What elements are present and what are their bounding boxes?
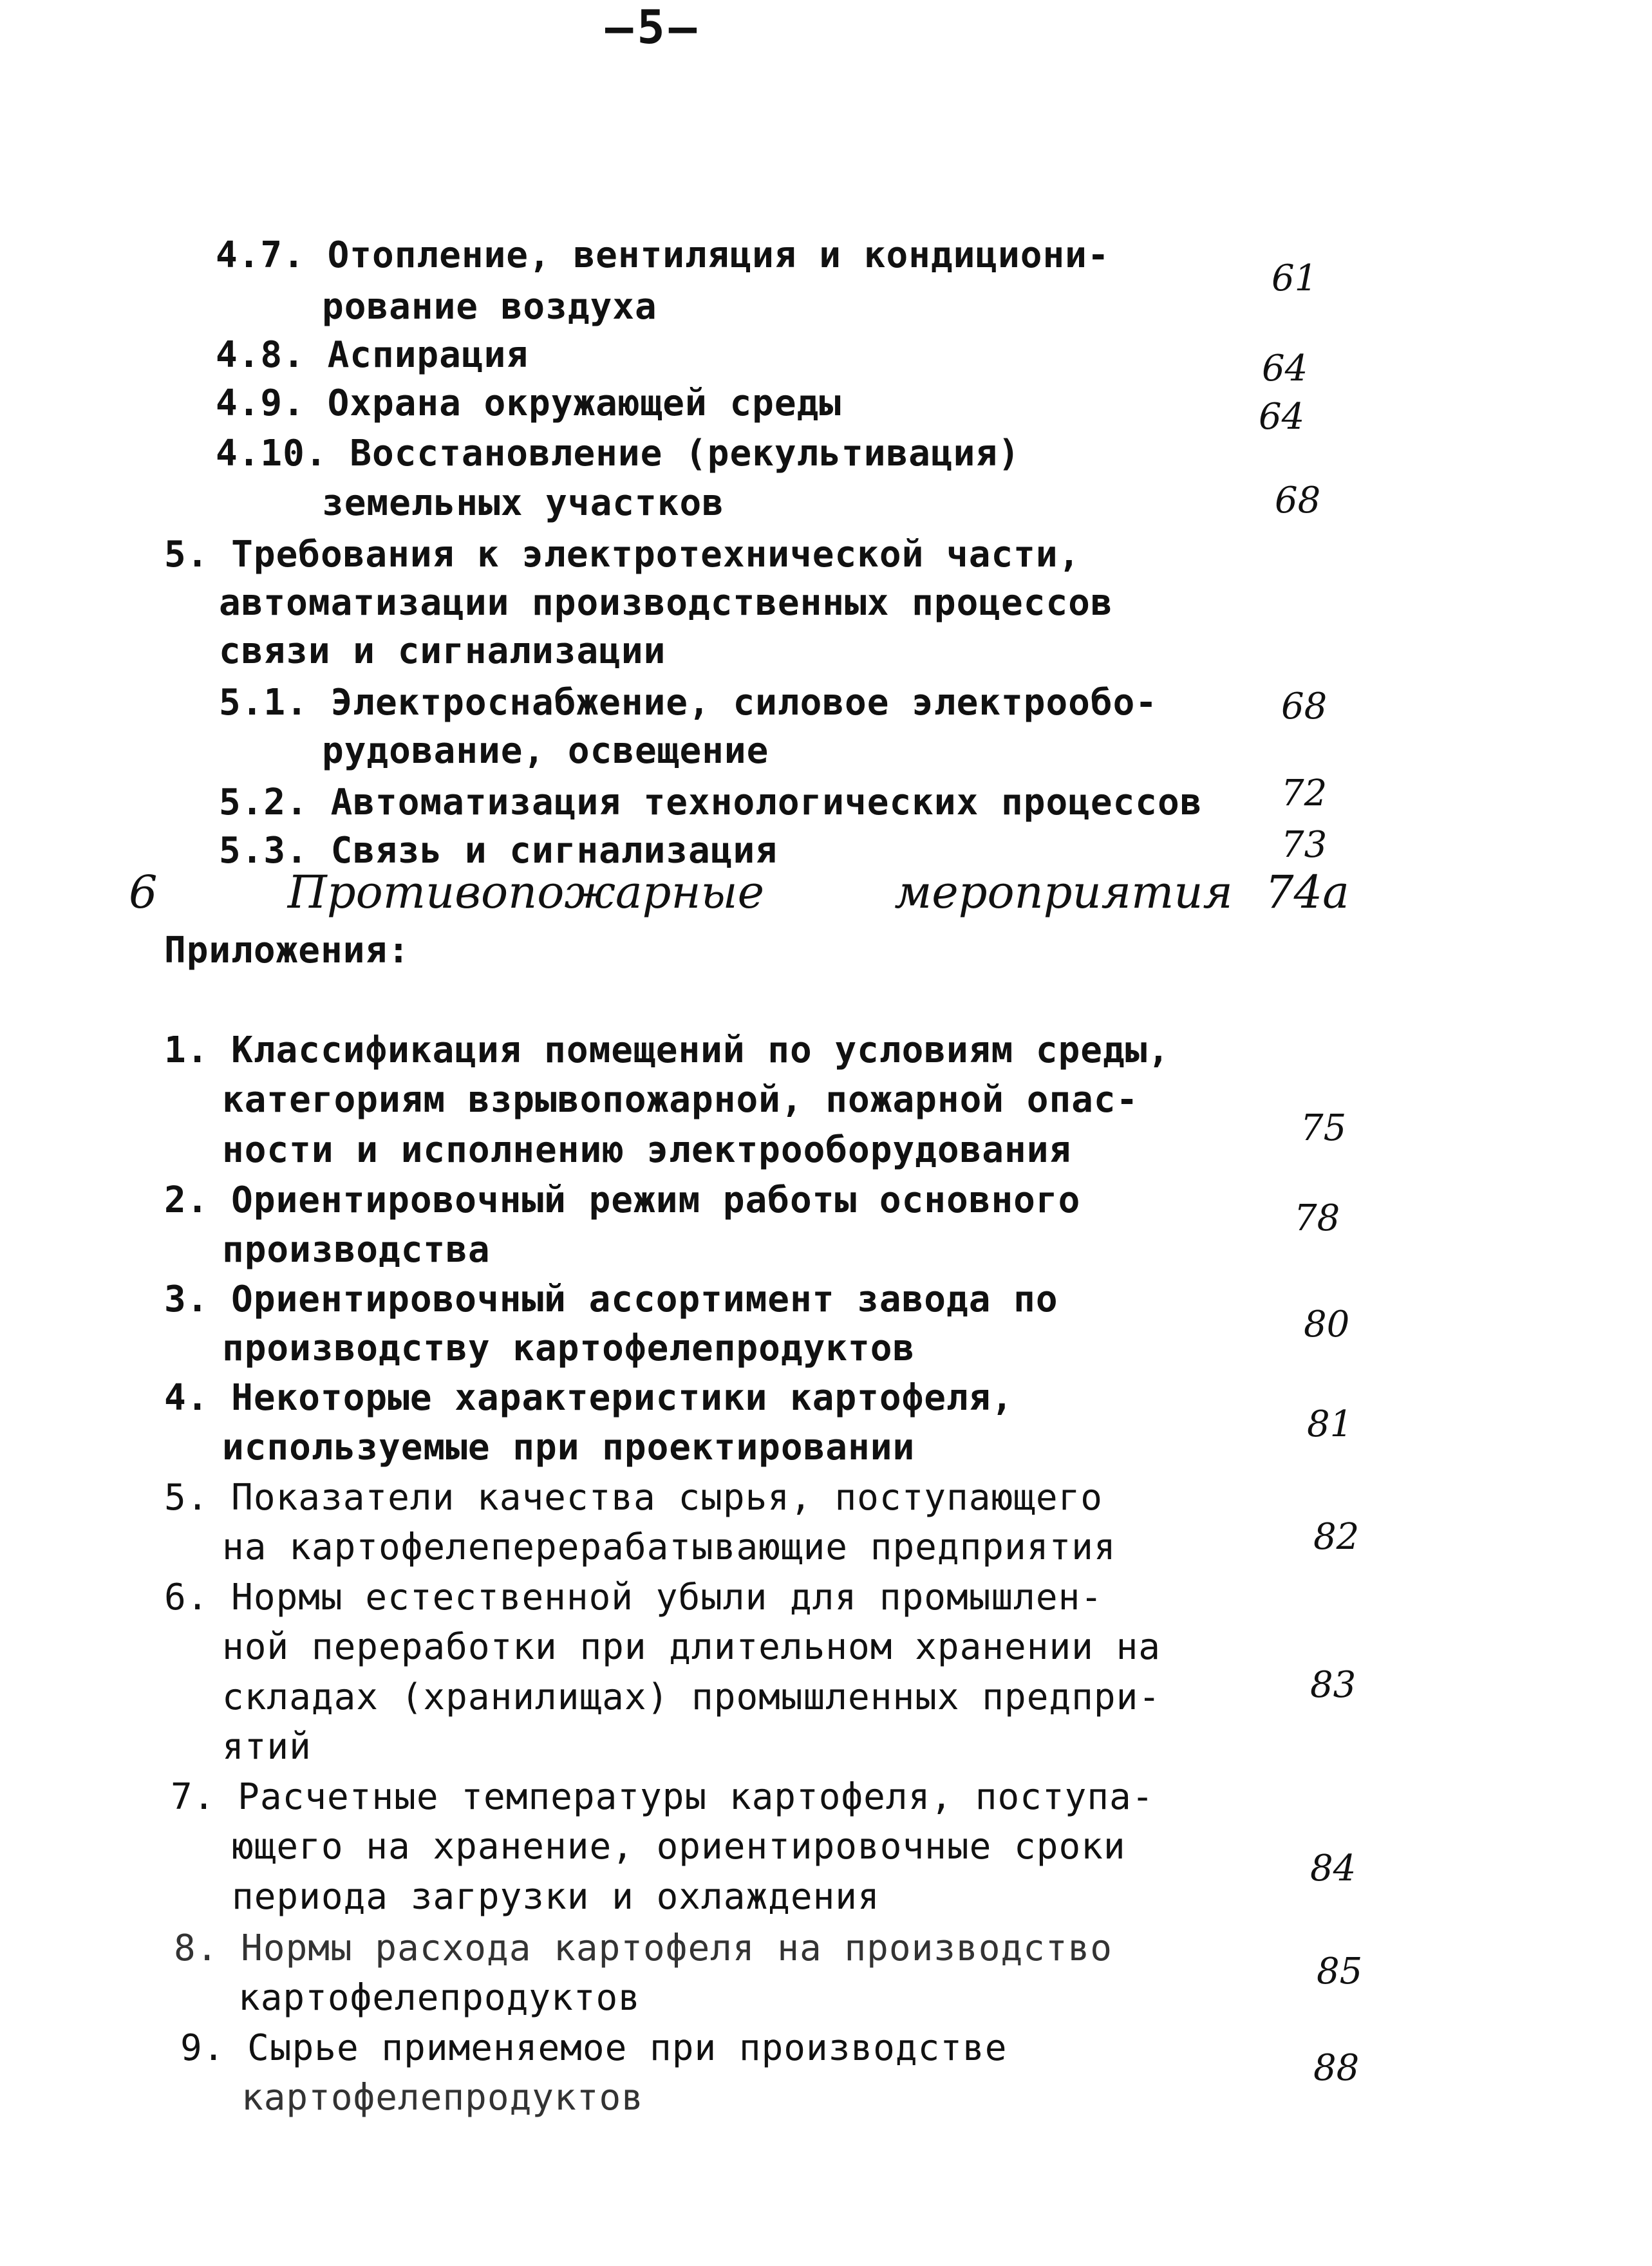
toc-entry-5-1-line-2: рудование, освещение — [322, 730, 769, 772]
appendix-1-line-3: ности и исполнению электрооборудования — [222, 1129, 1072, 1171]
page-number: –5– — [605, 0, 701, 54]
toc-page-4-8: 64 — [1262, 348, 1308, 389]
appendix-3-page: 80 — [1304, 1304, 1350, 1345]
toc-entry-6-handwritten: 6 Противопожарные мероприятия — [129, 866, 1233, 919]
toc-page-6-handwritten: 74а — [1265, 866, 1349, 919]
toc-entry-5-line-3: связи и сигнализации — [219, 630, 666, 672]
appendix-9-line-1: 9. Сырье применяемое при производстве — [180, 2027, 1008, 2069]
appendix-4-line-2: используемые при проектировании — [222, 1427, 915, 1468]
appendix-9-page: 88 — [1313, 2047, 1360, 2089]
appendix-5-page: 82 — [1313, 1516, 1360, 1558]
appendix-4-page: 81 — [1307, 1403, 1353, 1445]
appendix-8-line-2: картофелепродуктов — [238, 1977, 641, 2019]
appendix-9-line-2: картофелепродуктов — [241, 2077, 644, 2119]
appendix-1-line-1: 1. Классификация помещений по условиям среды, — [164, 1029, 1170, 1071]
toc-page-4-7: 61 — [1272, 258, 1318, 299]
appendix-6-line-4: ятий — [222, 1726, 312, 1768]
appendix-6-page: 83 — [1310, 1664, 1356, 1706]
appendix-1-page: 75 — [1300, 1107, 1347, 1149]
appendix-1-line-2: категориям взрывопожарной, пожарной опас- — [222, 1079, 1139, 1121]
appendix-2-line-2: производства — [222, 1229, 491, 1271]
appendix-6-line-3: складах (хранилищах) промышленных предпри- — [222, 1676, 1161, 1718]
appendix-7-page: 84 — [1310, 1848, 1356, 1889]
toc-entry-5-line-1: 5. Требования к электротехнической части, — [164, 534, 1081, 576]
appendix-5-line-2: на картофелеперерабатывающие предприятия — [222, 1526, 1116, 1568]
appendix-7-line-3: периода загрузки и охлаждения — [232, 1876, 880, 1918]
toc-page-5-3: 73 — [1281, 824, 1328, 866]
toc-entry-5-line-2: автоматизации производственных процессов — [219, 582, 1113, 624]
toc-page-5-1: 68 — [1281, 686, 1328, 727]
appendix-2-page: 78 — [1294, 1197, 1340, 1239]
toc-entry-5-3: 5.3. Связь и сигнализация — [219, 830, 778, 872]
appendix-6-line-2: ной переработки при длительном хранении на — [222, 1626, 1161, 1668]
toc-entry-5-1-line-1: 5.1. Электроснабжение, силовое электрообо- — [219, 682, 1158, 724]
appendix-3-line-1: 3. Ориентировочный ассортимент завода по — [164, 1278, 1058, 1320]
appendix-8-page: 85 — [1317, 1951, 1363, 1992]
toc-page-4-10: 68 — [1275, 480, 1321, 521]
toc-entry-5-2: 5.2. Автоматизация технологических процессов — [219, 782, 1203, 823]
toc-entry-4-7-line-2: рование воздуха — [322, 286, 657, 328]
toc-entry-4-10-line-1: 4.10. Восстановление (рекультивация) — [216, 433, 1020, 474]
appendix-8-line-1: 8. Нормы расхода картофеля на производство — [174, 1927, 1113, 1969]
appendices-heading: Приложения: — [164, 930, 410, 971]
appendix-2-line-1: 2. Ориентировочный режим работы основного — [164, 1179, 1081, 1221]
toc-page-5-2: 72 — [1281, 772, 1328, 814]
toc-entry-4-7-line-1: 4.7. Отопление, вентиляция и кондициони- — [216, 234, 1110, 276]
appendix-7-line-2: ющего на хранение, ориентировочные сроки — [232, 1826, 1126, 1868]
appendix-3-line-2: производству картофелепродуктов — [222, 1327, 915, 1369]
toc-entry-4-10-line-2: земельных участков — [322, 482, 724, 524]
appendix-5-line-1: 5. Показатели качества сырья, поступающего — [164, 1477, 1103, 1519]
appendix-7-line-1: 7. Расчетные температуры картофеля, поступа- — [171, 1776, 1154, 1818]
appendix-4-line-1: 4. Некоторые характеристики картофеля, — [164, 1377, 1014, 1419]
appendix-6-line-1: 6. Нормы естественной убыли для промышлен- — [164, 1577, 1103, 1618]
toc-entry-4-9: 4.9. Охрана окружающей среды — [216, 382, 842, 424]
toc-page-4-9: 64 — [1259, 396, 1305, 438]
toc-entry-4-8: 4.8. Аспирация — [216, 334, 529, 376]
